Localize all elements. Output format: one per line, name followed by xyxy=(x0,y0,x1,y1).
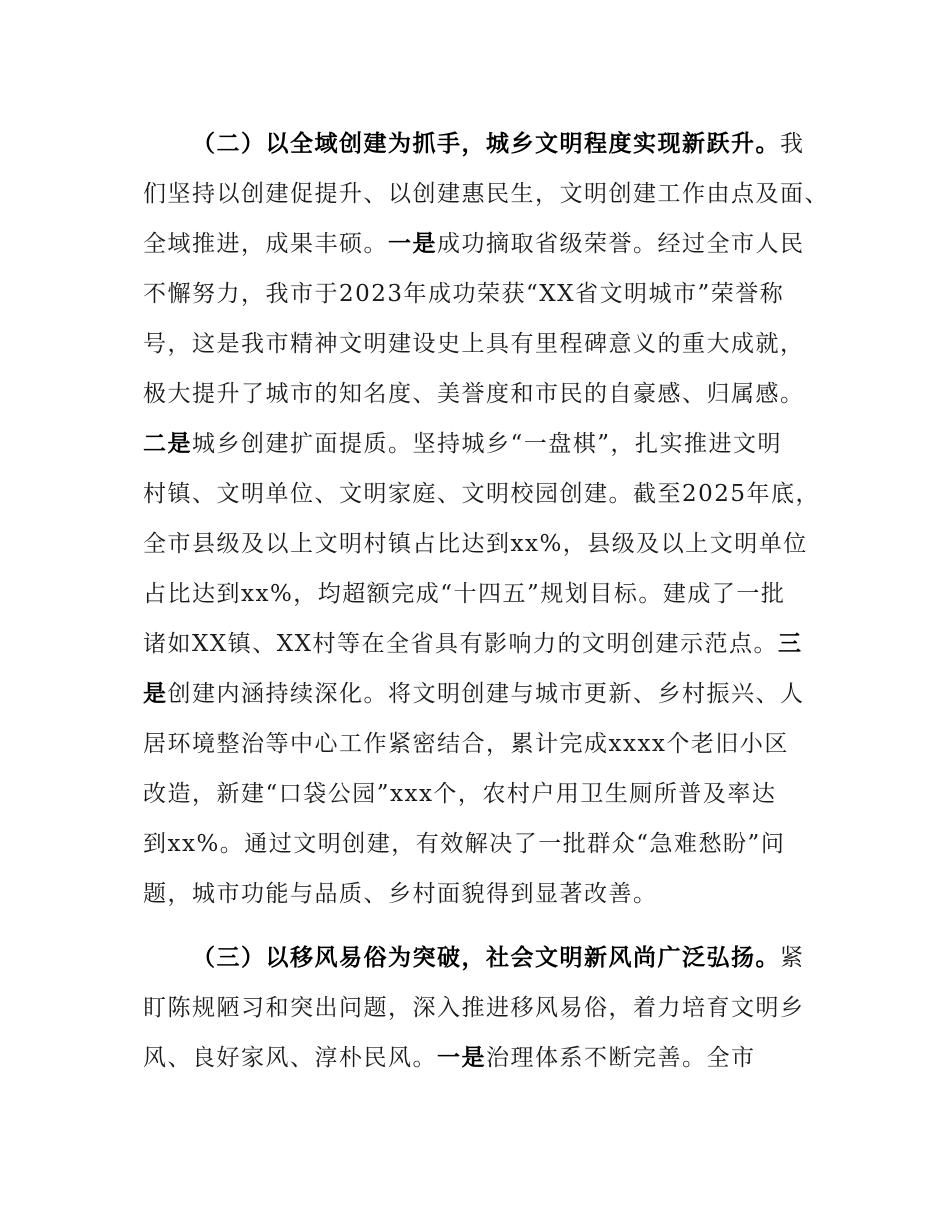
section-2-line-12: 是创建内涵持续深化。将文明创建与城市更新、乡村振兴、人 xyxy=(143,681,805,707)
point-1-marker: 一是 xyxy=(388,231,437,257)
section-2-line-5: 号，这是我市精神文明建设史上具有里程碑意义的重大成就， xyxy=(143,331,805,357)
section-2-line-16: 题，城市功能与品质、乡村面貌得到显著改善。 xyxy=(143,881,658,907)
section-2-line-9: 全市县级及以上文明村镇占比达到xx%，县级及以上文明单位 xyxy=(143,531,808,557)
section-2-line-6: 极大提升了城市的知名度、美誉度和市民的自豪感、归属感。 xyxy=(143,381,805,407)
point-3-marker-start: 三 xyxy=(778,631,803,657)
section-2-line-14: 改造，新建“口袋公园”xxx个，农村户用卫生厕所普及率达 xyxy=(143,781,777,807)
section-2-line-1 xyxy=(192,129,805,159)
point-3-marker-end: 是 xyxy=(143,681,168,707)
section-2-line-2: 们坚持以创建促提升、以创建惠民生，文明创建工作由点及面、 xyxy=(143,181,829,207)
section-2-line-8: 村镇、文明单位、文明家庭、文明校园创建。截至2025年底， xyxy=(143,481,821,507)
section-2-line-1-text: 我 xyxy=(780,131,805,157)
section-2-line-4: 不懈努力，我市于2023年成功荣获“XX省文明城市”荣誉称 xyxy=(143,281,785,307)
section-3-line-2: 盯陈规陋习和突出问题，深入推进移风易俗，着力培育文明乡 xyxy=(143,995,805,1021)
section-2-line-10: 占比达到xx%，均超额完成“十四五”规划目标。建成了一批 xyxy=(143,581,786,607)
section-3-line-3: 风、良好家风、淳朴民风。一是治理体系不断完善。全市 xyxy=(143,1045,756,1071)
section-2-line-7: 二是城乡创建扩面提质。坚持城乡“一盘棋”，扎实推进文明 xyxy=(143,431,783,457)
section-2-line-13: 居环境整治等中心工作紧密结合，累计完成xxxx个老旧小区 xyxy=(143,731,789,757)
section-2-line-15: 到xx%。通过文明创建，有效解决了一批群众“急难愁盼”问 xyxy=(143,831,786,857)
section-2-line-11: 诸如XX镇、XX村等在全省具有影响力的文明创建示范点。三 xyxy=(143,631,803,657)
section-3-line-1: （三）以移风易俗为突破，社会文明新风尚广泛弘扬。紧 xyxy=(192,945,805,971)
section-2-heading: （二）以全域创建为抓手，城乡文明程度实现新跃升。 xyxy=(192,131,780,157)
point-2-marker: 二是 xyxy=(143,431,192,457)
section-2-line-3: 全域推进，成果丰硕。一是成功摘取省级荣誉。经过全市人民 xyxy=(143,231,805,257)
section-3-point-1-marker: 一是 xyxy=(437,1045,486,1071)
section-3-heading: （三）以移风易俗为突破，社会文明新风尚广泛弘扬。 xyxy=(192,945,780,971)
